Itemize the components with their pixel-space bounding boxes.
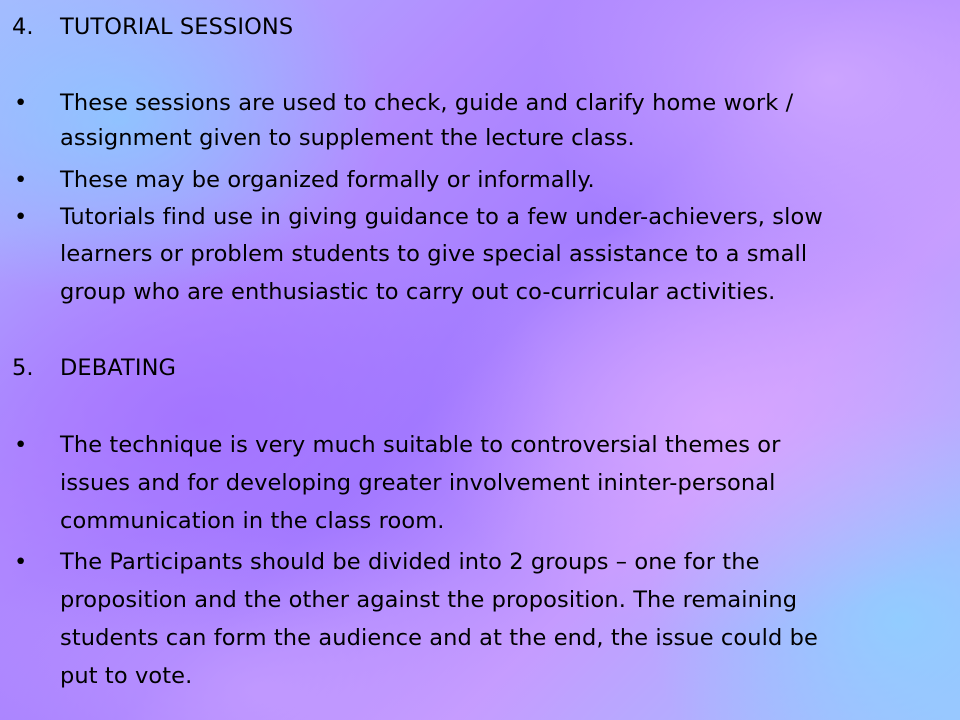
bullet-text-line: The technique is very much suitable to controversial themes or xyxy=(60,432,781,458)
bullet-text-line: put to vote. xyxy=(60,663,193,689)
bullet-icon: • xyxy=(14,432,28,458)
bullet-text-line: proposition and the other against the proposition. The remaining xyxy=(60,587,798,613)
bullet-text-line: These sessions are used to check, guide and clarify home work / xyxy=(60,90,794,116)
bullet-text-line: assignment given to supplement the lecture class. xyxy=(60,125,635,151)
bullet-text-line: group who are enthusiastic to carry out co-curricular activities. xyxy=(60,279,776,305)
bullet-text-line: These may be organized formally or informally. xyxy=(60,167,595,193)
bullet-icon: • xyxy=(14,167,28,193)
bullet-text-line: communication in the class room. xyxy=(60,508,445,534)
bullet-text-line: The Participants should be divided into 2 groups – one for the xyxy=(60,549,760,575)
section-title: TUTORIAL SESSIONS xyxy=(60,14,294,40)
bullet-text-line: issues and for developing greater involvement ininter-personal xyxy=(60,470,776,496)
bullet-icon: • xyxy=(14,204,28,230)
bullet-icon: • xyxy=(14,549,28,575)
bullet-text-line: Tutorials find use in giving guidance to a few under-achievers, slow xyxy=(60,204,823,230)
bullet-text-line: students can form the audience and at the end, the issue could be xyxy=(60,625,818,651)
section-title: DEBATING xyxy=(60,355,177,381)
section-number: 4. xyxy=(12,14,34,40)
section-number: 5. xyxy=(12,355,34,381)
bullet-text-line: learners or problem students to give special assistance to a small xyxy=(60,241,808,267)
bullet-icon: • xyxy=(14,90,28,116)
